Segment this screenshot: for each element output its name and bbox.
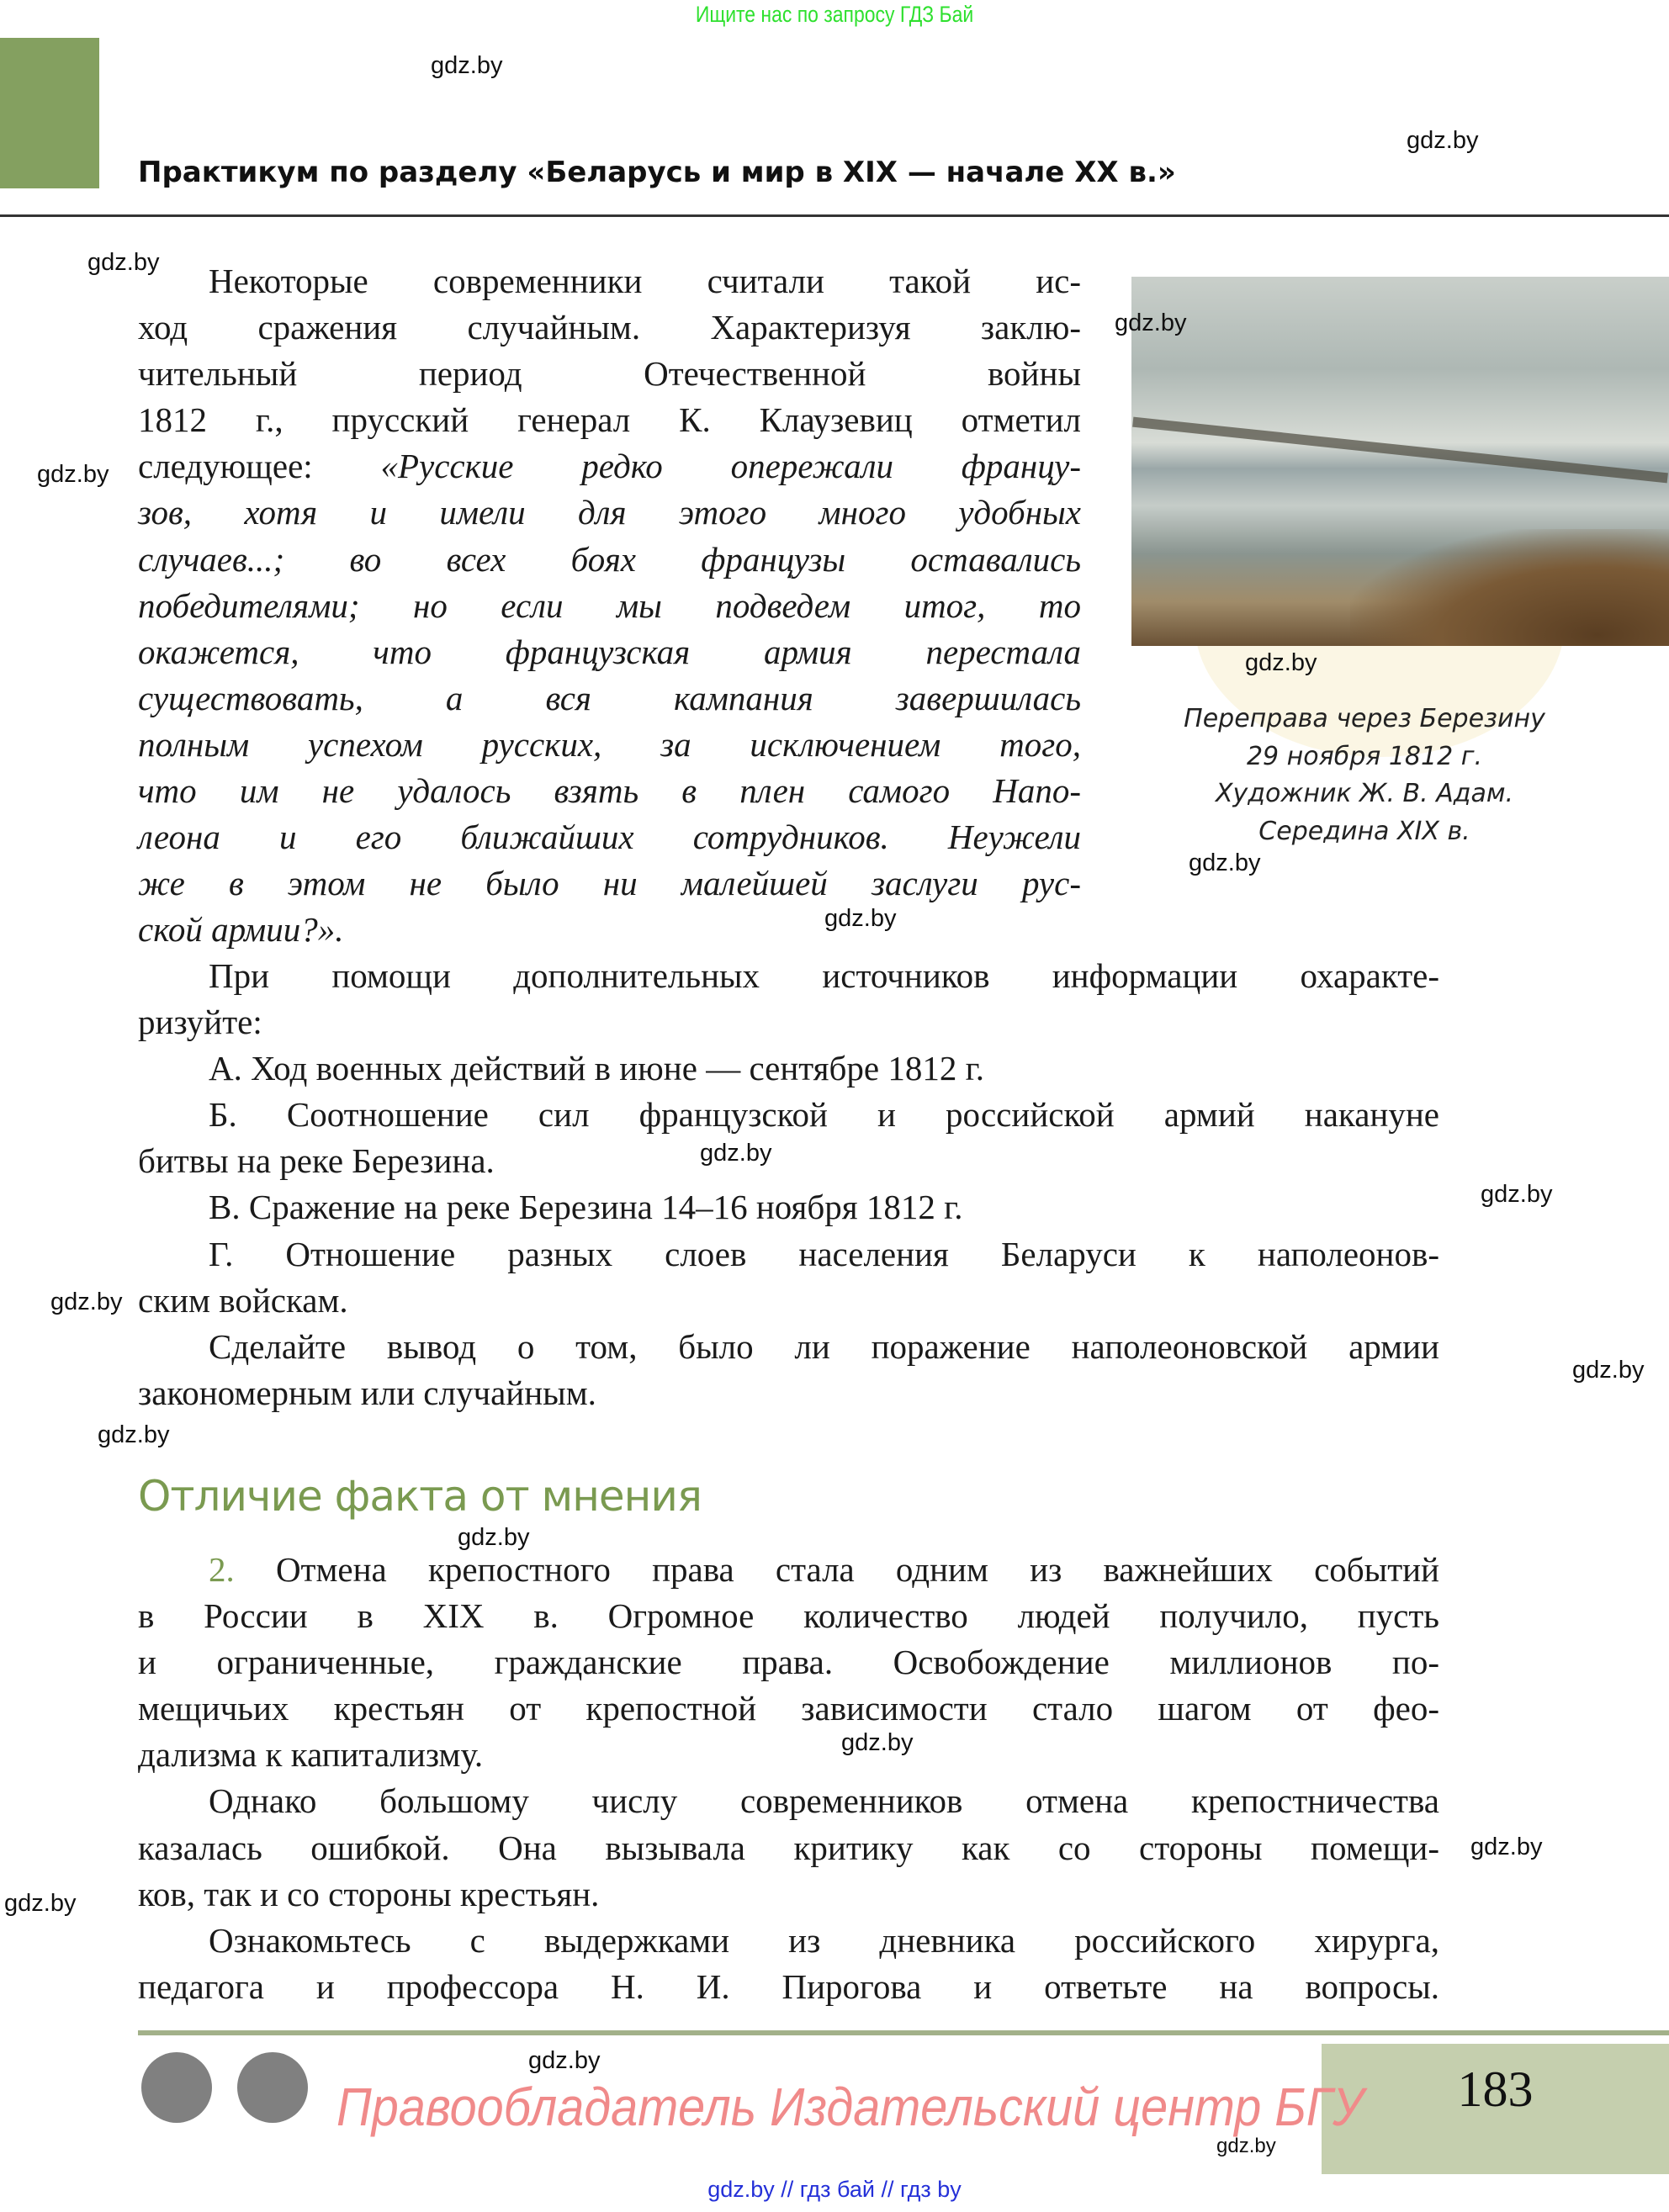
- watermark: gdz.by: [1572, 1357, 1645, 1384]
- text-line: битвы на реке Березина.: [138, 1141, 495, 1181]
- watermark: gdz.by: [50, 1289, 123, 1315]
- text-line: ход сражения случайным. Характеризуя заклю-: [138, 308, 1081, 347]
- figure-caption: [1131, 701, 1597, 850]
- text-line: При помощи дополнительных источников информации охаракте-: [209, 956, 1439, 995]
- gray-dot-icon: [141, 2052, 212, 2123]
- caption-line: Переправа через Березину: [1184, 704, 1545, 733]
- watermark: gdz.by: [700, 1140, 772, 1167]
- watermark: gdz.by: [528, 2047, 601, 2074]
- text-line: Ознакомьтесь с выдержками из дневника российского хирурга,: [209, 1920, 1439, 1960]
- task-item-b: Б. Соотношение сил французской и российской армий накануне: [209, 1095, 1439, 1135]
- watermark: gdz.by: [37, 461, 109, 488]
- running-header-title: Практикум по разделу «Беларусь и мир в XIX — начале XX в.»: [138, 156, 1176, 189]
- text-line: и ограниченные, гражданские права. Освобождение миллионов по-: [138, 1643, 1439, 1682]
- caption-line: Художник Ж. В. Адам.: [1215, 779, 1514, 808]
- painting-berezina-crossing: [1131, 277, 1669, 646]
- painting-bridge: [1132, 417, 1668, 484]
- watermark: gdz.by: [87, 249, 160, 276]
- gray-dot-icon: [237, 2052, 308, 2123]
- quote-line: ской армии?».: [138, 910, 344, 950]
- caption-line: Середина XIX в.: [1258, 816, 1470, 846]
- painting-shore: [1350, 529, 1669, 646]
- text-line: ризуйте:: [138, 1003, 262, 1042]
- copyright-notice: Правообладатель Издательский центр БГУ: [336, 2077, 1364, 2137]
- watermark: gdz.by: [458, 1524, 530, 1551]
- text-span: Отмена крепостного права стала одним из важнейших событий: [234, 1550, 1439, 1589]
- task-item-a: А. Ход военных действий в июне — сентябре 1812 г.: [209, 1049, 985, 1088]
- text-line: ским войскам.: [138, 1280, 348, 1320]
- task-paragraph: [138, 953, 1439, 1416]
- page-number: 183: [1457, 2061, 1534, 2117]
- footer-divider: [138, 2030, 1669, 2035]
- section-heading: Отличие факта от мнения: [138, 1472, 702, 1521]
- text-line: закономерным или случайным.: [138, 1373, 596, 1412]
- task-item-v: В. Сражение на реке Березина 14–16 ноября 1812 г.: [209, 1188, 963, 1227]
- task-item-g: Г. Отношение разных слоев населения Беларуси к наполеонов-: [209, 1234, 1439, 1273]
- quote-line: леона и его ближайших сотрудников. Неужели: [138, 818, 1081, 857]
- task-number: 2.: [209, 1550, 235, 1589]
- text-line: мещичьих крестьян от крепостной зависимости стало шагом от фео-: [138, 1689, 1439, 1728]
- watermark: gdz.by: [1407, 127, 1479, 154]
- text-line: 1812 г., прусский генерал К. Клаузевиц отметил: [138, 400, 1081, 440]
- text-line: Некоторые современники считали такой ис-: [209, 262, 1081, 300]
- quote-line: существовать, а вся кампания завершилась: [138, 678, 1081, 717]
- watermark: gdz.by: [431, 52, 503, 79]
- watermark: gdz.by: [4, 1890, 77, 1917]
- quote-line: победителями; но если мы подведем итог, то: [138, 585, 1081, 625]
- quote-line: зов, хотя и имели для этого много удобных: [138, 493, 1081, 532]
- text-line: [138, 443, 1081, 489]
- quote-line: случаев...; во всех боях французы оставались: [138, 539, 1081, 579]
- watermark: gdz.by: [1470, 1834, 1543, 1860]
- watermark: gdz.by: [1481, 1181, 1553, 1208]
- chapter-color-tab: [0, 38, 99, 188]
- text-line: Сделайте вывод о том, было ли поражение наполеоновской армии: [209, 1326, 1439, 1366]
- watermark: gdz.by: [1245, 649, 1317, 676]
- text-line: [138, 1547, 1439, 1593]
- watermark: gdz.by: [1189, 849, 1261, 876]
- watermark: gdz.by: [1115, 310, 1187, 336]
- text-line: дализма к капитализму.: [138, 1735, 484, 1775]
- quote-line: же в этом не было ни малейшей заслуги рус-: [138, 864, 1081, 903]
- quote-line: полным успехом русских, за исключением того,: [138, 724, 1081, 764]
- quote-start: «Русские редко опережали францу-: [380, 447, 1082, 486]
- text-line: ков, так и со стороны крестьян.: [138, 1874, 600, 1913]
- text-line: казалась ошибкой. Она вызывала критику как со стороны помещи-: [138, 1828, 1439, 1867]
- watermark: gdz.by: [98, 1421, 170, 1448]
- watermark: gdz.by: [824, 905, 897, 932]
- site-links[interactable]: gdz.by // гдз бай // гдз by: [707, 2177, 962, 2202]
- quote-paragraph: [138, 258, 1081, 953]
- header-divider: [0, 214, 1669, 217]
- watermark: gdz.by: [841, 1729, 914, 1756]
- text-line: Однако большому числу современников отмена крепостничества: [209, 1781, 1439, 1821]
- section-paragraph: [138, 1547, 1439, 2010]
- search-banner[interactable]: Ищите нас по запросу ГДЗ Бай: [695, 2, 974, 27]
- text-line: в России в XIX в. Огромное количество людей получило, пусть: [138, 1596, 1439, 1636]
- watermark: gdz.by: [1216, 2135, 1276, 2157]
- quote-line: что им не удалось взять в плен самого Напо-: [138, 771, 1081, 811]
- caption-line: 29 ноября 1812 г.: [1246, 741, 1483, 771]
- text-line: чительный период Отечественной войны: [138, 354, 1081, 394]
- quote-line: окажется, что французская армия перестала: [138, 632, 1081, 671]
- text-line: педагога и профессора Н. И. Пирогова и ответьте на вопросы.: [138, 1966, 1439, 2006]
- text-span: следующее:: [138, 447, 381, 486]
